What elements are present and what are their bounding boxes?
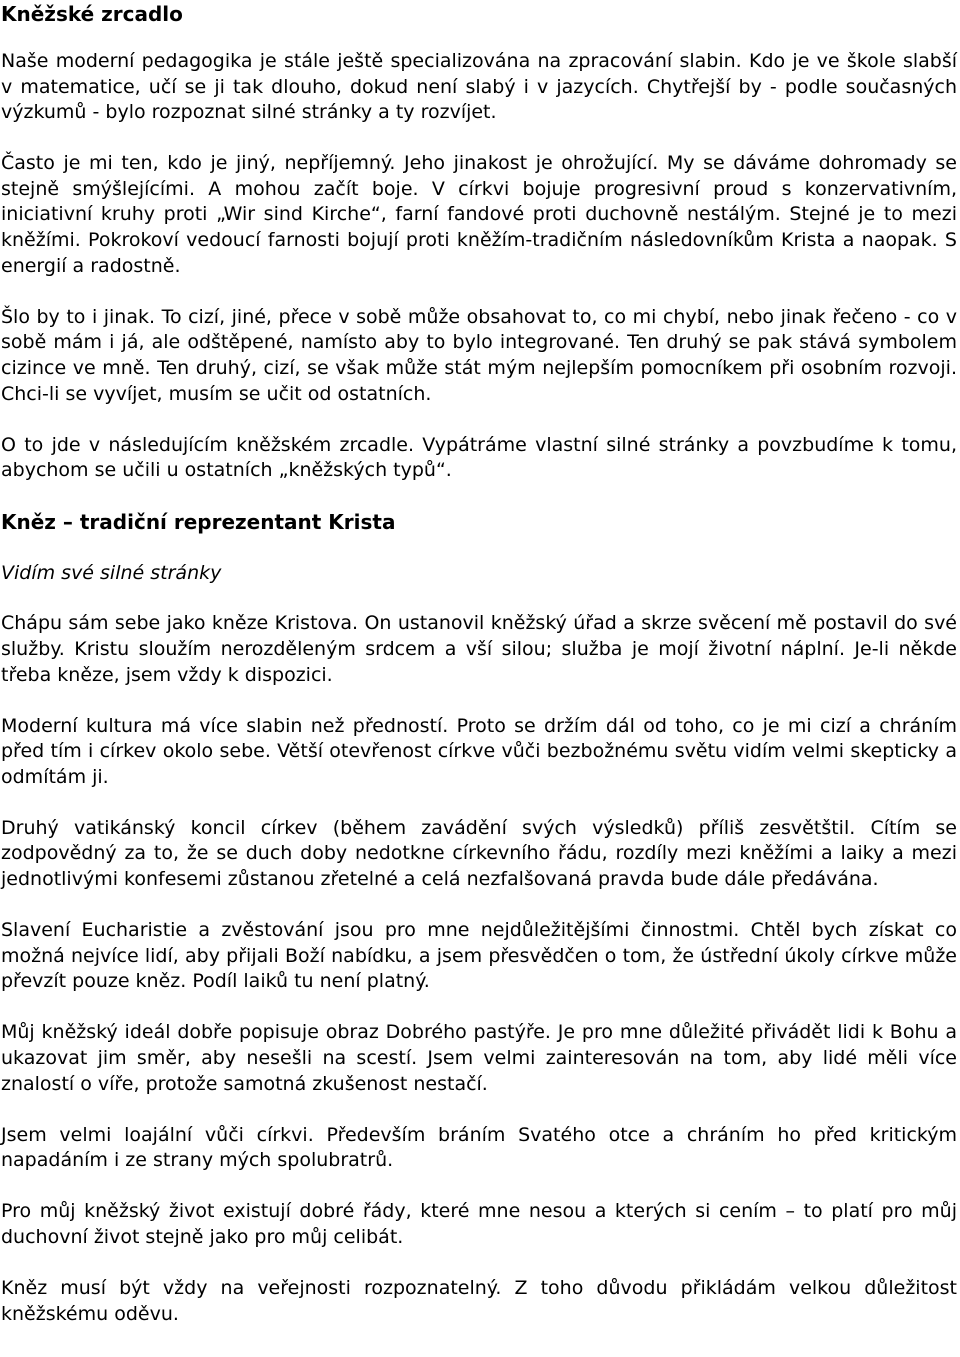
document-title: Kněžské zrcadlo [1, 2, 183, 26]
section-paragraph-3: Druhý vatikánský koncil církev (během zavádění svých výsledků) příliš zesvětštil. Cítím se zodpovědný za to, že se duch doby nedotkne církevního řádu, rozdíly mezi kněžími a laiky a mezi jednotlivými konfesemi zůstanou zřetelné a celá nezfalšovaná pravda bude dále předávána. [1, 816, 957, 891]
section-paragraph-5: Můj kněžský ideál dobře popisuje obraz Dobrého pastýře. Je pro mne důležité přivádět lidi k Bohu a ukazovat jim směr, aby nesešli na scestí. Jsem velmi zainteresován na tom, aby lidé měli více znalostí o víře, protože samotná zkušenost nestačí. [1, 1021, 957, 1095]
intro-paragraph-2: Často je mi ten, kdo je jiný, nepříjemný. Jeho jinakost je ohrožující. My se dáváme dohromady se stejně smýšlejícími. A mohou začít boje. V církvi bojuje progresivní proud s konzervativním, iniciativní kruhy proti „Wir sind Kirche“, farní fandové proti duchovně nestálým. Stejné je to mezi kněžími. Pokrokoví vedoucí farnosti bojují proti kněžím-tradičním následovníkům Krista a naopak. S energií a radostně. [1, 152, 957, 277]
section-paragraph-2: Moderní kultura má více slabin než předností. Proto se držím dál od toho, co je mi cizí a chráním před tím i církev okolo sebe. Větší otevřenost církve vůči bezbožnému světu vidím velmi skepticky a odmítám ji. [1, 714, 957, 788]
section-heading: Kněz – tradiční reprezentant Krista [1, 509, 396, 534]
intro-paragraph-1: Naše moderní pedagogika je stále ještě specializována na zpracování slabin. Kdo je ve škole slabší v matematice, učí se ji tak dlouho, dokud není slabý i v jazycích. Chytřejší by - podle současných výzkumů - bylo rozpoznat silné stránky a ty rozvíjet. [1, 50, 957, 124]
section-paragraph-6: Jsem velmi loajální vůči církvi. Především bráním Svatého otce a chráním ho před kritickým napadáním i ze strany mých spolubratrů. [1, 1123, 957, 1172]
intro-paragraph-3: Šlo by to i jinak. To cizí, jiné, přece v sobě může obsahovat to, co mi chybí, nebo jinak řečeno - co v sobě mám i já, ale odštěpené, namísto aby to bylo integrované. Ten druhý se pak stává symbolem cizince ve mně. Ten druhý, cizí, se však může stát mým nejlepším pomocníkem při osobním rozvoji. Chci-li se vyvíjet, musím se učit od ostatních. [1, 305, 957, 405]
section-paragraph-8: Kněz musí být vždy na veřejnosti rozpoznatelný. Z toho důvodu přikládám velkou důležitost kněžskému oděvu. [1, 1277, 957, 1325]
section-paragraph-7: Pro můj kněžský život existují dobré řády, které mne nesou a kterých si cením – to platí pro můj duchovní život stejně jako pro můj celibát. [1, 1200, 957, 1248]
section-paragraph-4: Slavení Eucharistie a zvěstování jsou pro mne nejdůležitějšími činnostmi. Chtěl bych získat co možná nejvíce lidí, aby přijali Boží nabídku, a jsem přesvědčen o tom, že ústřední úkoly církve může převzít pouze kněz. Podíl laiků tu není platný. [1, 919, 957, 993]
intro-paragraph-4: O to jde v následujícím kněžském zrcadle. Vypátráme vlastní silné stránky a povzbudíme k tomu, abychom se učili u ostatních „kněžských typů“. [1, 433, 957, 482]
section-subheading: Vidím své silné stránky [1, 561, 222, 584]
section-paragraph-1: Chápu sám sebe jako kněze Kristova. On ustanovil kněžský úřad a skrze svěcení mě postavil do své služby. Kristu sloužím nerozděleným srdcem a vší silou; služba je mojí životní náplní. Je-li někde třeba kněze, jsem vždy k dispozici. [1, 612, 957, 686]
